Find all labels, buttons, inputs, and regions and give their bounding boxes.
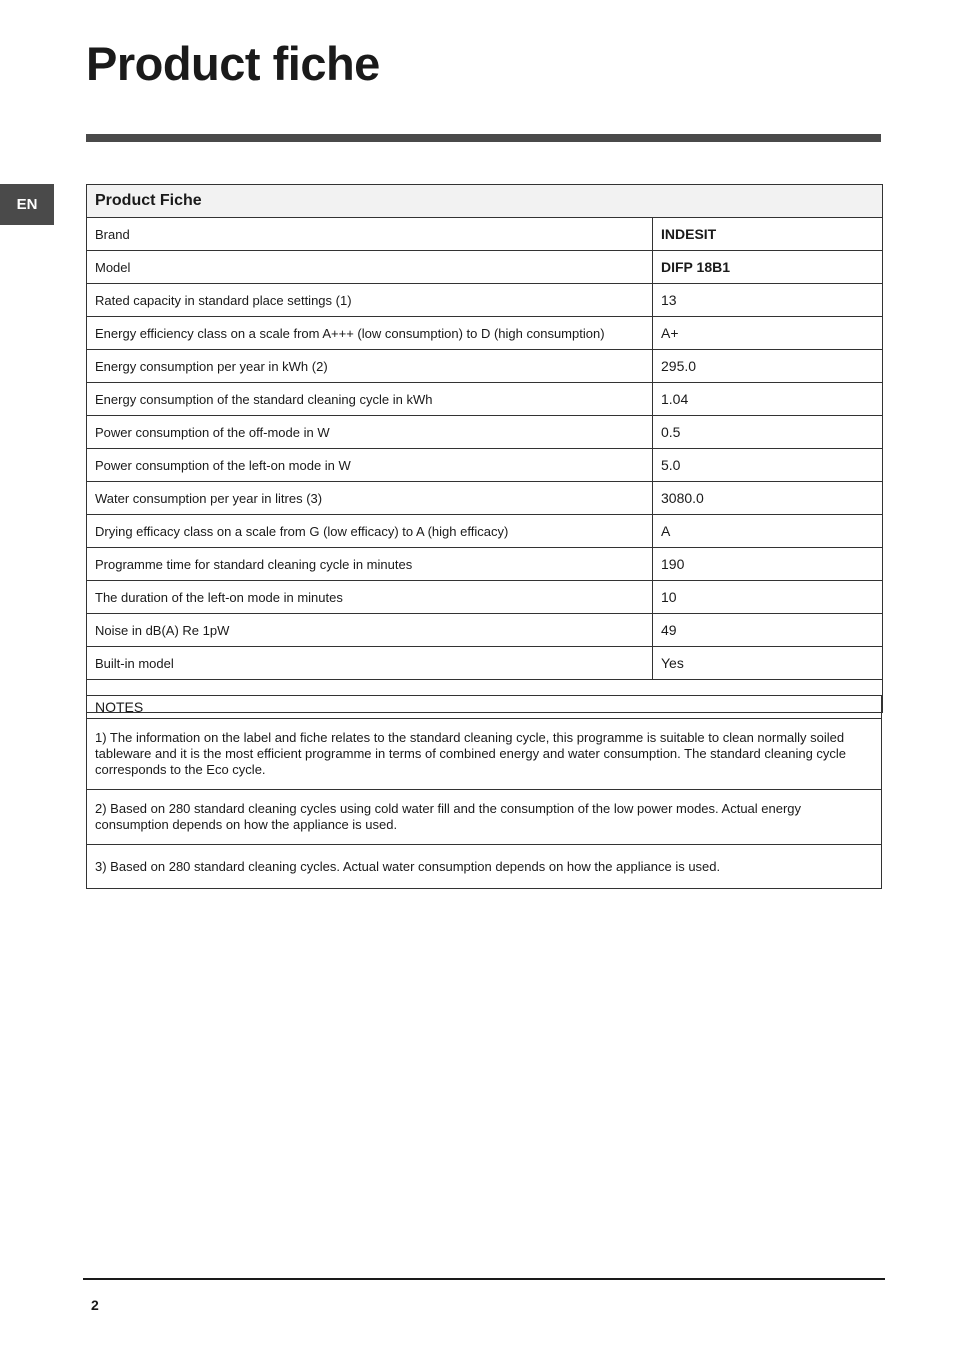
row-value-programme-time: 190 [653, 548, 883, 581]
row-label-programme-time: Programme time for standard cleaning cycle in minutes [87, 548, 653, 581]
row-value-built-in: Yes [653, 647, 883, 680]
product-fiche-table [86, 184, 883, 713]
note-3: 3) Based on 280 standard cleaning cycles. Actual water consumption depends on how the appliance is used. [87, 845, 882, 889]
notes-header: NOTES [87, 696, 882, 719]
note-1: 1) The information on the label and fiche relates to the standard cleaning cycle, this programme is suitable to clean normally soiled tableware and it is the most efficient programme in terms of combined energy and water consumption. The standard cleaning cycle corresponds to the Eco cycle. [87, 719, 882, 790]
footer-divider [83, 1278, 885, 1280]
row-value-noise: 49 [653, 614, 883, 647]
row-value-left-on-mode: 5.0 [653, 449, 883, 482]
table-row [87, 350, 883, 383]
title-divider [86, 134, 881, 142]
row-value-water-year: 3080.0 [653, 482, 883, 515]
notes-header-row [87, 696, 882, 719]
page-title: Product fiche [86, 37, 380, 90]
table-row [87, 284, 883, 317]
table-row [87, 317, 883, 350]
row-label-energy-cycle: Energy consumption of the standard cleaning cycle in kWh [87, 383, 653, 416]
note-2: 2) Based on 280 standard cleaning cycles using cold water fill and the consumption of the low power modes. Actual energy consumption depends on how the appliance is used. [87, 790, 882, 845]
page-number: 2 [91, 1297, 99, 1313]
row-label-capacity: Rated capacity in standard place settings (1) [87, 284, 653, 317]
table-row [87, 581, 883, 614]
table-row [87, 251, 883, 284]
fiche-header: Product Fiche [87, 185, 883, 218]
row-value-capacity: 13 [653, 284, 883, 317]
row-label-noise: Noise in dB(A) Re 1pW [87, 614, 653, 647]
fiche-header-row [87, 185, 883, 218]
list-item [87, 719, 882, 790]
row-label-energy-class: Energy efficiency class on a scale from A+++ (low consumption) to D (high consumption) [87, 317, 653, 350]
row-value-energy-cycle: 1.04 [653, 383, 883, 416]
row-label-model: Model [87, 251, 653, 284]
row-value-brand: INDESIT [653, 218, 883, 251]
list-item [87, 845, 882, 889]
row-label-off-mode: Power consumption of the off-mode in W [87, 416, 653, 449]
table-row [87, 383, 883, 416]
language-tab [0, 184, 54, 225]
list-item [87, 790, 882, 845]
row-value-energy-year: 295.0 [653, 350, 883, 383]
row-value-off-mode: 0.5 [653, 416, 883, 449]
row-label-drying-class: Drying efficacy class on a scale from G (low efficacy) to A (high efficacy) [87, 515, 653, 548]
table-row [87, 218, 883, 251]
table-row [87, 482, 883, 515]
table-row [87, 449, 883, 482]
table-row [87, 515, 883, 548]
row-value-drying-class: A [653, 515, 883, 548]
table-row [87, 416, 883, 449]
row-label-water-year: Water consumption per year in litres (3) [87, 482, 653, 515]
row-value-left-on-duration: 10 [653, 581, 883, 614]
row-value-energy-class: A+ [653, 317, 883, 350]
table-row [87, 614, 883, 647]
row-label-left-on-mode: Power consumption of the left-on mode in W [87, 449, 653, 482]
row-value-model: DIFP 18B1 [653, 251, 883, 284]
row-label-brand: Brand [87, 218, 653, 251]
row-label-left-on-duration: The duration of the left-on mode in minutes [87, 581, 653, 614]
language-tab-label: EN [16, 196, 38, 213]
row-label-energy-year: Energy consumption per year in kWh (2) [87, 350, 653, 383]
notes-table [86, 695, 882, 889]
table-row [87, 647, 883, 680]
table-row [87, 548, 883, 581]
row-label-built-in: Built-in model [87, 647, 653, 680]
